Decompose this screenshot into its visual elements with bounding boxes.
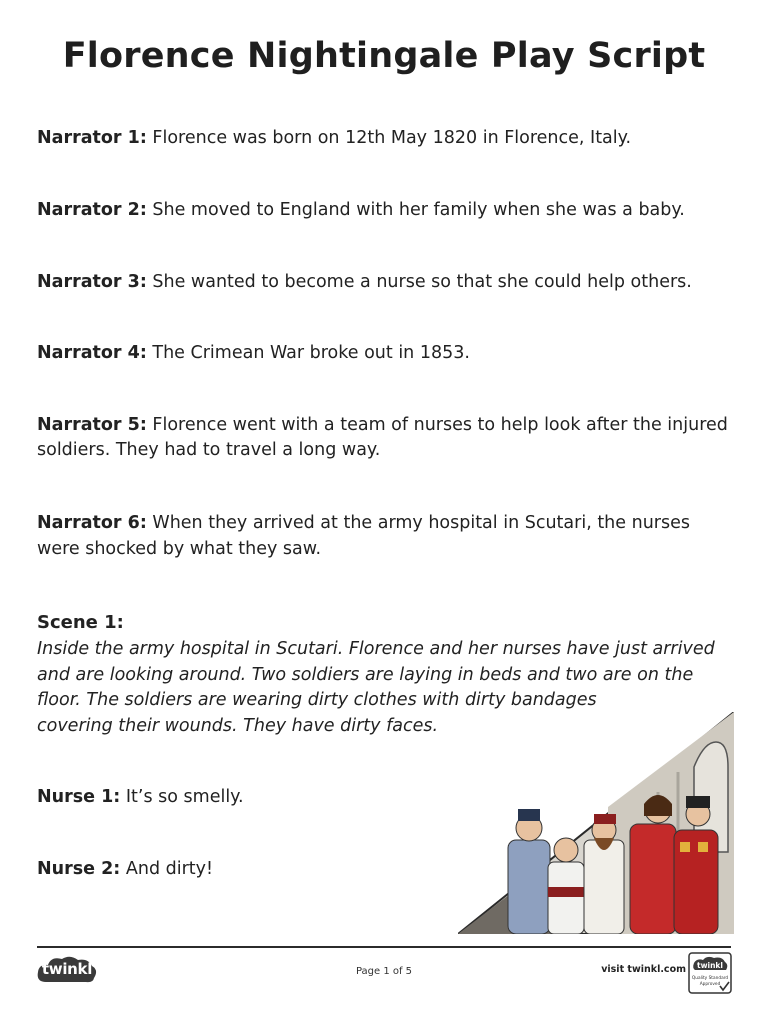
badge-line-1: Quality Standard — [691, 976, 729, 981]
narrator-2-line — [37, 198, 732, 224]
speaker-label: Nurse 2: — [37, 859, 121, 879]
dialogue-text: were shocked by what they saw. — [37, 539, 322, 559]
badge-brand: twinkl — [697, 961, 723, 970]
speaker-label: Narrator 6: — [37, 513, 147, 533]
scene-heading: Scene 1: — [37, 612, 124, 633]
dialogue-text: And dirty! — [125, 859, 214, 879]
narrator-1-line — [37, 126, 732, 152]
narrator-3-line — [37, 270, 732, 296]
dialogue-text: When they arrived at the army hospital in Scutari, the nurses — [152, 513, 690, 533]
footer-divider — [37, 946, 731, 948]
dialogue-text: She moved to England with her family when she was a baby. — [152, 200, 685, 220]
dialogue-text: It’s so smelly. — [125, 787, 244, 807]
logo-text: twinkl — [41, 960, 93, 978]
dialogue-text: She wanted to become a nurse so that she could help others. — [152, 272, 692, 292]
stage-line: floor. The soldiers are wearing dirty clothes with dirty bandages — [37, 690, 597, 711]
speaker-label: Narrator 4: — [37, 343, 147, 363]
page-title: Florence Nightingale Play Script — [62, 36, 706, 76]
speaker-label: Narrator 1: — [37, 128, 147, 148]
badge-line-2: Approved — [699, 982, 721, 987]
dialogue-text: soldiers. They had to travel a long way. — [37, 440, 381, 460]
narrator-4-line — [37, 341, 732, 367]
dialogue-text: Florence went with a team of nurses to help look after the injured — [152, 415, 728, 435]
soldiers-illustration — [458, 712, 734, 934]
speaker-label: Narrator 3: — [37, 272, 147, 292]
page-number: Page 1 of 5 — [355, 966, 413, 977]
speaker-label: Narrator 2: — [37, 200, 147, 220]
dialogue-text: The Crimean War broke out in 1853. — [152, 343, 470, 363]
narrator-6-line-cont — [37, 537, 732, 563]
narrator-5-line — [37, 413, 732, 439]
narrator-5-line-cont — [37, 438, 732, 464]
stage-line: and are looking around. Two soldiers are laying in beds and two are on the — [37, 664, 694, 685]
stage-line: Inside the army hospital in Scutari. Florence and her nurses have just arrived — [37, 639, 715, 659]
speaker-label: Narrator 5: — [37, 415, 147, 435]
stage-line: covering their wounds. They have dirty faces. — [37, 715, 439, 736]
visit-link[interactable]: visit twinkl.com — [601, 964, 686, 975]
narrator-6-line — [37, 511, 732, 537]
quality-badge-icon — [688, 952, 732, 994]
dialogue-text: Florence was born on 12th May 1820 in Florence, Italy. — [152, 128, 632, 148]
speaker-label: Nurse 1: — [37, 787, 121, 807]
twinkl-logo[interactable] — [36, 954, 98, 986]
soldier-figure — [508, 809, 550, 934]
